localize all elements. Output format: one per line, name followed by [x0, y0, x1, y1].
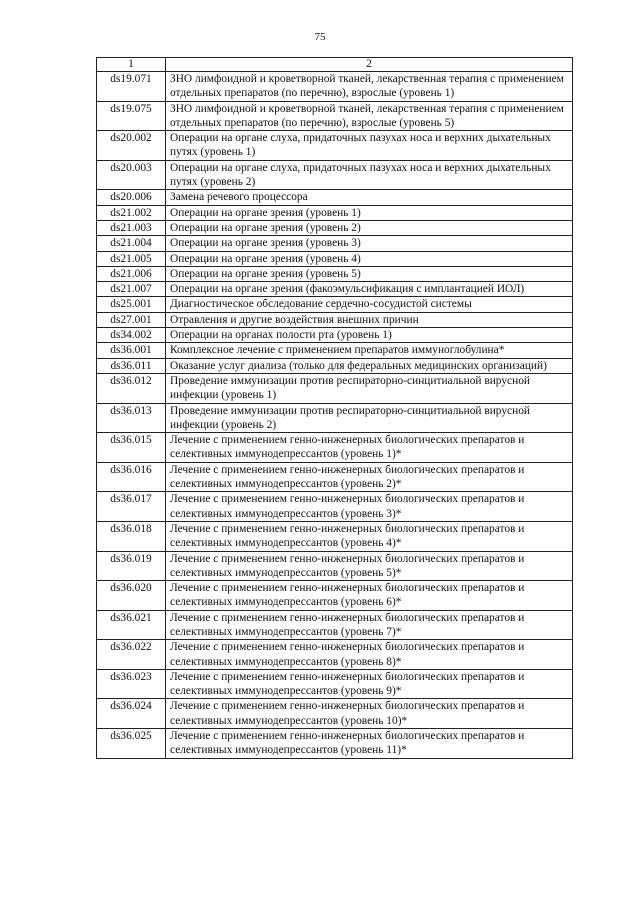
row-name: Операции на органе слуха, придаточных пазухах носа и верхних дыхательных путях (уровень 2) [166, 160, 573, 190]
page-number: 75 [314, 31, 326, 43]
row-code: ds36.015 [97, 433, 166, 463]
table-row [97, 160, 573, 190]
table-row [97, 358, 573, 373]
table-row [97, 343, 573, 358]
row-name: Лечение с применением генно-инженерных биологических препаратов и селективных иммунодепрессантов (уровень 7)* [166, 610, 573, 640]
row-name: Лечение с применением генно-инженерных биологических препаратов и селективных иммунодепрессантов (уровень 3)* [166, 492, 573, 522]
row-code: ds36.013 [97, 403, 166, 433]
row-code: ds21.003 [97, 220, 166, 235]
row-name: Операции на органе зрения (факоэмульсификация с имплантацией ИОЛ) [166, 282, 573, 297]
row-name: Операции на органе зрения (уровень 2) [166, 220, 573, 235]
table-row [97, 251, 573, 266]
row-name: Проведение иммунизации против респираторно-синцитиальной вирусной инфекции (уровень 1) [166, 373, 573, 403]
row-code: ds36.001 [97, 343, 166, 358]
tariff-table [96, 57, 573, 759]
row-code: ds36.025 [97, 729, 166, 759]
table-row [97, 205, 573, 220]
row-code: ds19.075 [97, 101, 166, 131]
row-code: ds36.021 [97, 610, 166, 640]
table-row [97, 581, 573, 611]
table-row [97, 328, 573, 343]
row-code: ds21.007 [97, 282, 166, 297]
row-name: Лечение с применением генно-инженерных биологических препаратов и селективных иммунодепрессантов (уровень 8)* [166, 640, 573, 670]
table-row [97, 403, 573, 433]
row-name: Отравления и другие воздействия внешних причин [166, 312, 573, 327]
table-row [97, 729, 573, 759]
row-code: ds36.016 [97, 462, 166, 492]
row-name: Оказание услуг диализа (только для федеральных медицинских организаций) [166, 358, 573, 373]
row-name: Лечение с применением генно-инженерных биологических препаратов и селективных иммунодепрессантов (уровень 10)* [166, 699, 573, 729]
row-name: Лечение с применением генно-инженерных биологических препаратов и селективных иммунодепрессантов (уровень 6)* [166, 581, 573, 611]
row-name: Диагностическое обследование сердечно-сосудистой системы [166, 297, 573, 312]
row-code: ds36.012 [97, 373, 166, 403]
row-code: ds25.001 [97, 297, 166, 312]
row-code: ds20.002 [97, 131, 166, 161]
row-name: Комплексное лечение с применением препаратов иммуноглобулина* [166, 343, 573, 358]
row-name: Лечение с применением генно-инженерных биологических препаратов и селективных иммунодепрессантов (уровень 9)* [166, 669, 573, 699]
table-row [97, 297, 573, 312]
table-row [97, 551, 573, 581]
row-code: ds36.024 [97, 699, 166, 729]
table-row [97, 492, 573, 522]
row-code: ds36.023 [97, 669, 166, 699]
row-name: Проведение иммунизации против респираторно-синцитиальной вирусной инфекции (уровень 2) [166, 403, 573, 433]
row-name: Операции на органе зрения (уровень 5) [166, 266, 573, 281]
row-code: ds21.005 [97, 251, 166, 266]
table-row [97, 236, 573, 251]
row-name: Замена речевого процессора [166, 190, 573, 205]
table-row [97, 282, 573, 297]
row-code: ds36.020 [97, 581, 166, 611]
row-code: ds36.022 [97, 640, 166, 670]
row-code: ds21.004 [97, 236, 166, 251]
row-code: ds36.018 [97, 521, 166, 551]
table-row [97, 521, 573, 551]
row-name: Лечение с применением генно-инженерных биологических препаратов и селективных иммунодепрессантов (уровень 5)* [166, 551, 573, 581]
row-name: Лечение с применением генно-инженерных биологических препаратов и селективных иммунодепрессантов (уровень 4)* [166, 521, 573, 551]
table-row [97, 312, 573, 327]
row-code: ds36.017 [97, 492, 166, 522]
row-code: ds36.011 [97, 358, 166, 373]
table-row [97, 266, 573, 281]
row-name: Операции на органе слуха, придаточных пазухах носа и верхних дыхательных путях (уровень 1) [166, 131, 573, 161]
table-row [97, 131, 573, 161]
row-code: ds36.019 [97, 551, 166, 581]
table-row [97, 373, 573, 403]
row-name: Операции на органе зрения (уровень 4) [166, 251, 573, 266]
table-row [97, 101, 573, 131]
row-name: ЗНО лимфоидной и кроветворной тканей, лекарственная терапия с применением отдельных препаратов (по перечню), взрослые (уровень 1) [166, 72, 573, 102]
row-code: ds27.001 [97, 312, 166, 327]
row-code: ds20.006 [97, 190, 166, 205]
table-row [97, 610, 573, 640]
row-name: Операции на органе зрения (уровень 3) [166, 236, 573, 251]
row-code: ds19.071 [97, 72, 166, 102]
row-name: Лечение с применением генно-инженерных биологических препаратов и селективных иммунодепрессантов (уровень 11)* [166, 729, 573, 759]
table-row [97, 72, 573, 102]
table-row [97, 640, 573, 670]
column-header-2: 2 [166, 58, 573, 72]
table-row [97, 462, 573, 492]
row-code: ds20.003 [97, 160, 166, 190]
row-code: ds34.002 [97, 328, 166, 343]
row-name: Операции на органе зрения (уровень 1) [166, 205, 573, 220]
table-row [97, 220, 573, 235]
table-row [97, 699, 573, 729]
row-name: Операции на органах полости рта (уровень 1) [166, 328, 573, 343]
table-header-row [97, 58, 573, 72]
row-code: ds21.002 [97, 205, 166, 220]
row-name: Лечение с применением генно-инженерных биологических препаратов и селективных иммунодепрессантов (уровень 1)* [166, 433, 573, 463]
table-row [97, 669, 573, 699]
table-row [97, 433, 573, 463]
row-code: ds21.006 [97, 266, 166, 281]
table-row [97, 190, 573, 205]
column-header-1: 1 [97, 58, 166, 72]
row-name: ЗНО лимфоидной и кроветворной тканей, лекарственная терапия с применением отдельных препаратов (по перечню), взрослые (уровень 5) [166, 101, 573, 131]
row-name: Лечение с применением генно-инженерных биологических препаратов и селективных иммунодепрессантов (уровень 2)* [166, 462, 573, 492]
